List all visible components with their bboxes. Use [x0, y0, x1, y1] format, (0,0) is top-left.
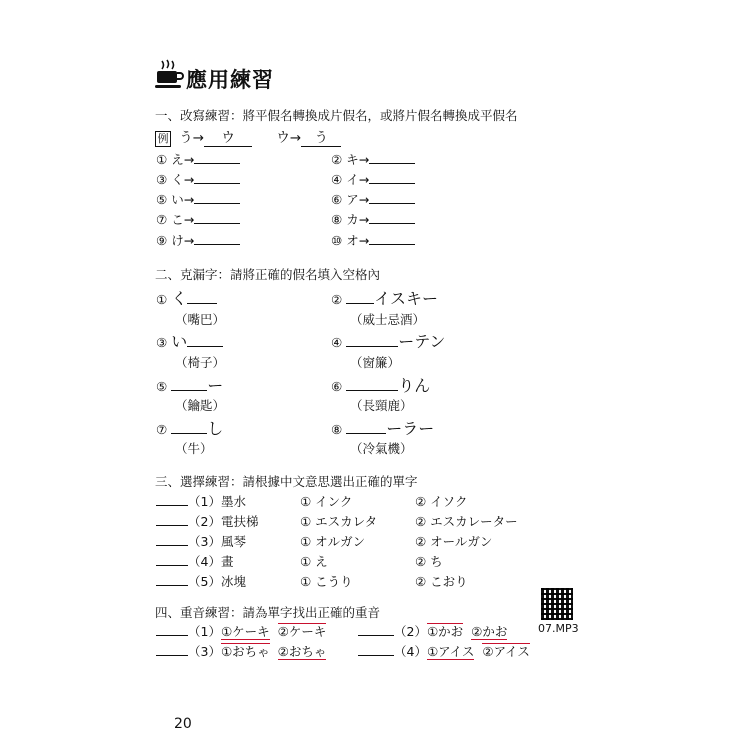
list-item: ⑥ りん	[331, 376, 431, 395]
example-src: ウ→	[276, 130, 302, 146]
gloss: （長頸鹿）	[350, 398, 413, 413]
list-item: （1）墨水	[156, 492, 246, 510]
example-answer: う	[301, 131, 341, 147]
list-item: ⑦ こ→	[156, 210, 240, 228]
list-item: ③ く→	[156, 170, 240, 188]
page-title: 應用練習	[186, 68, 274, 92]
list-item: （4）畫	[156, 552, 233, 570]
list-item: ⑥ ア→	[331, 190, 415, 208]
list-item: ⑤ い→	[156, 190, 240, 208]
list-item: ⑩ オ→	[331, 231, 415, 249]
gloss: （鑰匙）	[175, 398, 226, 413]
example-row	[155, 126, 341, 147]
list-item: ② キ→	[331, 150, 415, 168]
list-item: （3）風琴	[156, 532, 246, 550]
option: ② オールガン	[415, 534, 493, 549]
list-item: ⑤ ー	[156, 376, 224, 395]
list-item: ⑦ し	[156, 419, 224, 438]
audio-label: 07.MP3	[538, 622, 579, 635]
list-item: （3）①おちゃ ②おちゃ	[156, 642, 326, 660]
list-item: ② イスキー	[331, 289, 439, 308]
list-item: （4）①アイス ②アイス	[358, 642, 530, 660]
option: ② エスカレーター	[415, 514, 518, 529]
option: ① エスカレタ	[300, 514, 378, 529]
gloss: （窗簾）	[350, 355, 401, 370]
option: ① こうり	[300, 574, 353, 589]
option: ② イソク	[415, 494, 468, 509]
list-item: （1）①ケーキ ②ケーキ	[156, 622, 326, 640]
example-src: う→	[179, 130, 205, 146]
gloss: （威士忌酒）	[350, 312, 426, 327]
list-item: ⑧ カ→	[331, 210, 415, 228]
list-item: ① え→	[156, 150, 240, 168]
option: ② ち	[415, 554, 443, 569]
option: ① インク	[300, 494, 353, 509]
section1-heading: 一、改寫練習：將平假名轉換成片假名，或將片假名轉換成平假名	[155, 108, 518, 123]
gloss: （冷氣機）	[350, 441, 413, 456]
coffee-cup-icon	[153, 58, 185, 90]
example-answer: ウ	[204, 131, 252, 147]
list-item: （2）電扶梯	[156, 512, 258, 530]
option: ② こおり	[415, 574, 468, 589]
list-item: （5）冰塊	[156, 572, 246, 590]
option: ① え	[300, 554, 328, 569]
section2-heading: 二、克漏字：請將正確的假名填入空格內	[155, 267, 381, 282]
option: ① オルガン	[300, 534, 366, 549]
list-item: ③ い	[156, 329, 223, 352]
gloss: （牛）	[175, 441, 213, 456]
example-mark: 例	[155, 131, 171, 147]
list-item: ① く	[156, 286, 217, 309]
list-item: ④ ーテン	[331, 332, 446, 351]
page-number: 20	[174, 716, 192, 732]
section4-heading: 四、重音練習：請為單字找出正確的重音	[155, 605, 381, 620]
qr-code-icon[interactable]	[541, 588, 573, 620]
list-item: ④ イ→	[331, 170, 415, 188]
list-item: （2）①かお ②かお	[358, 622, 507, 640]
list-item: ⑧ ーラー	[331, 419, 435, 438]
gloss: （椅子）	[175, 355, 226, 370]
section3-heading: 三、選擇練習：請根據中文意思選出正確的單字	[155, 474, 418, 489]
list-item: ⑨ け→	[156, 231, 240, 249]
gloss: （嘴巴）	[175, 312, 226, 327]
